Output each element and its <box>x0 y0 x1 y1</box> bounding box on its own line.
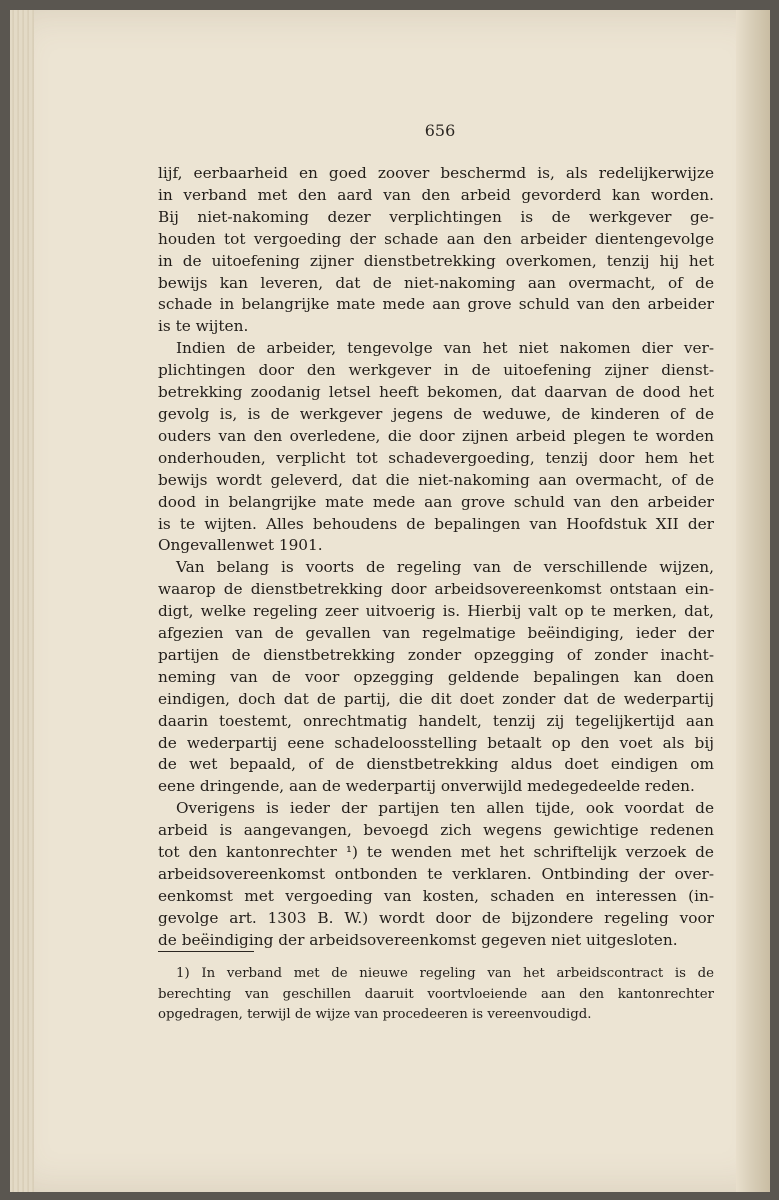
text-line: Overigens is ieder der partijen ten allen tijde, ook voordat de <box>176 799 714 818</box>
text-line: de wet bepaald, of de dienstbetrekking aldus doet eindigen om <box>158 755 714 774</box>
text-line: bewijs wordt geleverd, dat die niet-nakoming aan overmacht, of de <box>158 470 714 489</box>
text-line: tot den kantonrechter ¹) te wenden met het schriftelijk verzoek de <box>158 843 714 862</box>
text-line: afgezien van de gevallen van regelmatige beëindiging, ieder der <box>158 624 714 643</box>
text-line: gevolge art. 1303 B. W.) wordt door de bijzondere regeling voor <box>158 908 714 927</box>
text-line: de beëindiging der arbeidsovereenkomst gegeven niet uitgesloten. <box>158 930 678 949</box>
text-line: waarop de dienstbetrekking door arbeidsovereenkomst ontstaan ein- <box>158 580 714 599</box>
text-line: lijf, eerbaarheid en goed zoover beschermd is, als redelijkerwijze <box>158 164 714 182</box>
text-line: Van belang is voorts de regeling van de verschillende wijzen, <box>176 558 714 577</box>
text-line: ouders van den overledene, die door zijnen arbeid plegen te worden <box>158 426 714 445</box>
text-line: betrekking zoodanig letsel heeft bekomen, dat daarvan de dood het <box>158 383 714 402</box>
text-line: arbeid is aangevangen, bevoegd zich wegens gewichtige redenen <box>158 821 714 840</box>
text-line: partijen de dienstbetrekking zonder opzegging of zonder inacht- <box>158 645 714 664</box>
text-line: Indien de arbeider, tengevolge van het niet nakomen dier ver- <box>176 339 714 358</box>
footnote-divider <box>158 951 254 952</box>
body-text <box>158 163 714 952</box>
text-line: eindigen, doch dat de partij, die dit doet zonder dat de wederpartij <box>158 689 714 708</box>
footnote-line: 1) In verband met de nieuwe regeling van het arbeidscontract is de <box>176 966 714 981</box>
footnote-line: opgedragen, terwijl de wijze van procedeeren is vereenvoudigd. <box>158 1007 592 1022</box>
text-line: dood in belangrijke mate mede aan grove schuld van den arbeider <box>158 492 714 511</box>
text-line: gevolg is, is de werkgever jegens de weduwe, de kinderen of de <box>158 404 714 423</box>
text-line: daarin toestemt, onrechtmatig handelt, tenzij zij tegelijkertijd aan <box>158 711 714 730</box>
text-line: plichtingen door den werkgever in de uitoefening zijner dienst- <box>158 361 714 380</box>
text-line: in de uitoefening zijner dienstbetrekking overkomen, tenzij hij het <box>158 251 714 270</box>
text-line: eenkomst met vergoeding van kosten, schaden en interessen (in- <box>158 886 714 905</box>
paragraph-2 <box>158 338 714 557</box>
text-line: de wederpartij eene schadeloosstelling betaalt op den voet als bij <box>158 733 714 752</box>
text-line: is te wijten. <box>158 317 249 336</box>
text-line: bewijs kan leveren, dat de niet-nakoming aan overmacht, of de <box>158 273 714 292</box>
text-line: schade in belangrijke mate mede aan grove schuld van den arbeider <box>158 295 714 314</box>
binding-edge <box>10 10 34 1192</box>
text-line: arbeidsovereenkomst ontbonden te verklaren. Ontbinding der over- <box>158 865 714 883</box>
footnote <box>158 964 714 1026</box>
footnote-line: berechting van geschillen daaruit voortvloeiende aan den kantonrechter <box>158 986 714 1002</box>
text-line: eene dringende, aan de wederpartij onverwijld medegedeelde reden. <box>158 777 695 796</box>
text-line: Bij niet-nakoming dezer verplichtingen is de werkgever ge- <box>158 207 714 226</box>
text-line: onderhouden, verplicht tot schadevergoeding, tenzij door hem het <box>158 448 714 467</box>
text-line: houden tot vergoeding der schade aan den arbeider dientengevolge <box>158 229 714 248</box>
paragraph-4 <box>158 798 714 951</box>
page-number: 656 <box>424 121 456 140</box>
text-line: in verband met den aard van den arbeid gevorderd kan worden. <box>158 185 714 204</box>
text-line: neming van de voor opzegging geldende bepalingen kan doen <box>158 667 714 686</box>
text-line: is te wijten. Alles behoudens de bepalingen van Hoofdstuk XII der <box>158 514 714 533</box>
paragraph-3 <box>158 557 714 798</box>
page-edge <box>736 10 770 1192</box>
text-line: Ongevallenwet 1901. <box>158 536 323 555</box>
text-line: digt, welke regeling zeer uitvoerig is. Hierbij valt op te merken, dat, <box>158 602 714 621</box>
paragraph-1 <box>158 163 714 338</box>
